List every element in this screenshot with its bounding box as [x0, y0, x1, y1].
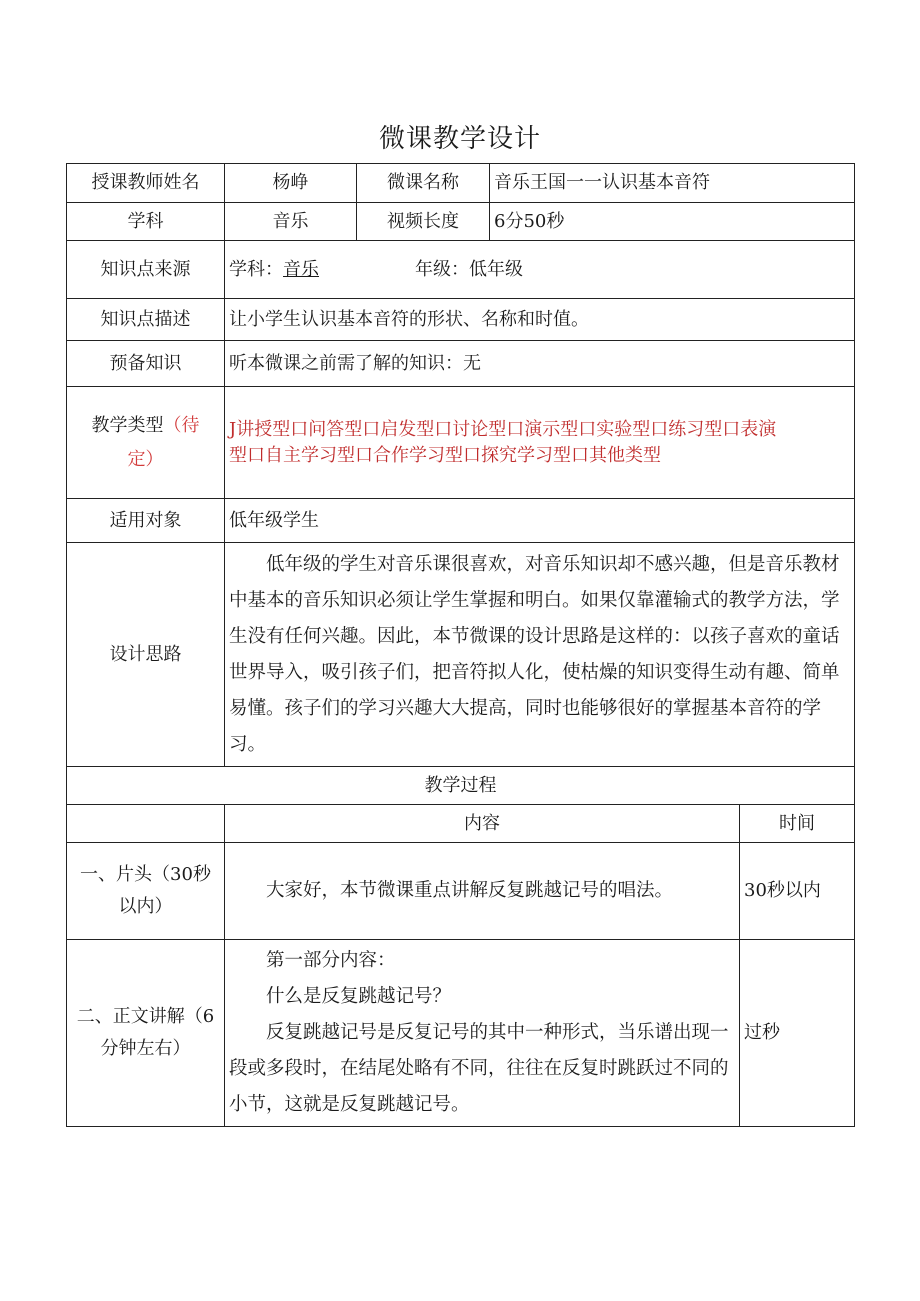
- process-time-header: 时间: [740, 805, 855, 843]
- page-title: 微课教学设计: [378, 124, 541, 154]
- process-heading: 教学过程: [67, 767, 855, 805]
- knowledge-source-subject: 音乐: [283, 258, 319, 280]
- row-process-columns: [67, 805, 855, 843]
- row-teaching-type: [67, 387, 855, 499]
- teacher-label: 授课教师姓名: [67, 164, 225, 203]
- row-audience: [67, 499, 855, 543]
- teacher-value: 杨峥: [225, 164, 357, 203]
- row-knowledge-source: [67, 241, 855, 299]
- process-content-line: 大家好，本节微课重点讲解反复跳越记号的唱法。: [266, 880, 674, 901]
- process-stage-cell: 二、正文讲解（6分钟左右）: [67, 940, 225, 1127]
- design-value: [225, 543, 855, 767]
- process-time-cell: 30秒以内: [740, 843, 855, 940]
- knowledge-source-label: 知识点来源: [67, 241, 225, 299]
- process-stage-header: [67, 805, 225, 843]
- process-time-cell: 过秒: [740, 940, 855, 1127]
- row-process-heading: [67, 767, 855, 805]
- row-subject: [67, 203, 855, 241]
- table-row: [67, 940, 855, 1127]
- teaching-type-line-2: 型口自主学习型口合作学习型口探究学习型口其他类型: [229, 444, 661, 466]
- video-length-label: 视频长度: [357, 203, 490, 241]
- subject-value: 音乐: [225, 203, 357, 241]
- subject-label: 学科: [67, 203, 225, 241]
- lesson-design-table: [66, 163, 855, 1127]
- process-content-cell: [225, 843, 740, 940]
- process-content-line: 什么是反复跳越记号？: [266, 986, 452, 1007]
- teaching-type-label-main: 教学类型: [91, 414, 164, 436]
- process-content-header: 内容: [225, 805, 740, 843]
- knowledge-desc-label: 知识点描述: [67, 299, 225, 341]
- audience-label: 适用对象: [67, 499, 225, 543]
- process-content-cell: [225, 940, 740, 1127]
- row-prerequisite: [67, 341, 855, 387]
- process-content-line: 第一部分内容：: [266, 950, 396, 971]
- design-label: 设计思路: [67, 543, 225, 767]
- course-name-label: 微课名称: [357, 164, 490, 203]
- knowledge-source-grade: 年级：低年级: [415, 258, 523, 280]
- teaching-type-label-red-1: （待: [163, 414, 200, 436]
- table-row: [67, 843, 855, 940]
- audience-value: 低年级学生: [225, 499, 855, 543]
- row-knowledge-desc: [67, 299, 855, 341]
- knowledge-desc-value: 让小学生认识基本音符的形状、名称和时值。: [225, 299, 855, 341]
- knowledge-source-subject-prefix: 学科：: [229, 258, 283, 280]
- course-name-value: 音乐王国一一认识基本音符: [490, 164, 855, 203]
- prerequisite-label: 预备知识: [67, 341, 225, 387]
- knowledge-source-value: [225, 241, 855, 299]
- video-length-value: 6分50秒: [490, 203, 855, 241]
- design-paragraph: 低年级的学生对音乐课很喜欢，对音乐知识却不感兴趣，但是音乐教材中基本的音乐知识必须让学生掌握和明白。如果仅靠灌输式的教学方法，学生没有任何兴趣。因此，本节微课的设计思路是这样的：以孩子喜欢的童话世界导入，吸引孩子们，把音符拟人化，使枯燥的知识变得生动有趣、简单易懂。孩子们的学习兴趣大大提高，同时也能够很好的掌握基本音符的学习。: [229, 553, 840, 755]
- prerequisite-value: 听本微课之前需了解的知识：无: [225, 341, 855, 387]
- teaching-type-line-1: J讲授型口问答型口启发型口讨论型口演示型口实验型口练习型口表演: [229, 418, 777, 440]
- row-design: [67, 543, 855, 767]
- row-teacher: [67, 164, 855, 203]
- teaching-type-label-red-2: 定）: [127, 448, 164, 470]
- process-stage-cell: 一、片头（30秒以内）: [67, 843, 225, 940]
- teaching-type-options: [225, 387, 855, 499]
- teaching-type-label: [67, 387, 225, 499]
- process-content-line: 反复跳越记号是反复记号的其中一种形式，当乐谱出现一段或多段时，在结尾处略有不同，往往在反复时跳跃过不同的小节，这就是反复跳越记号。: [229, 1022, 729, 1115]
